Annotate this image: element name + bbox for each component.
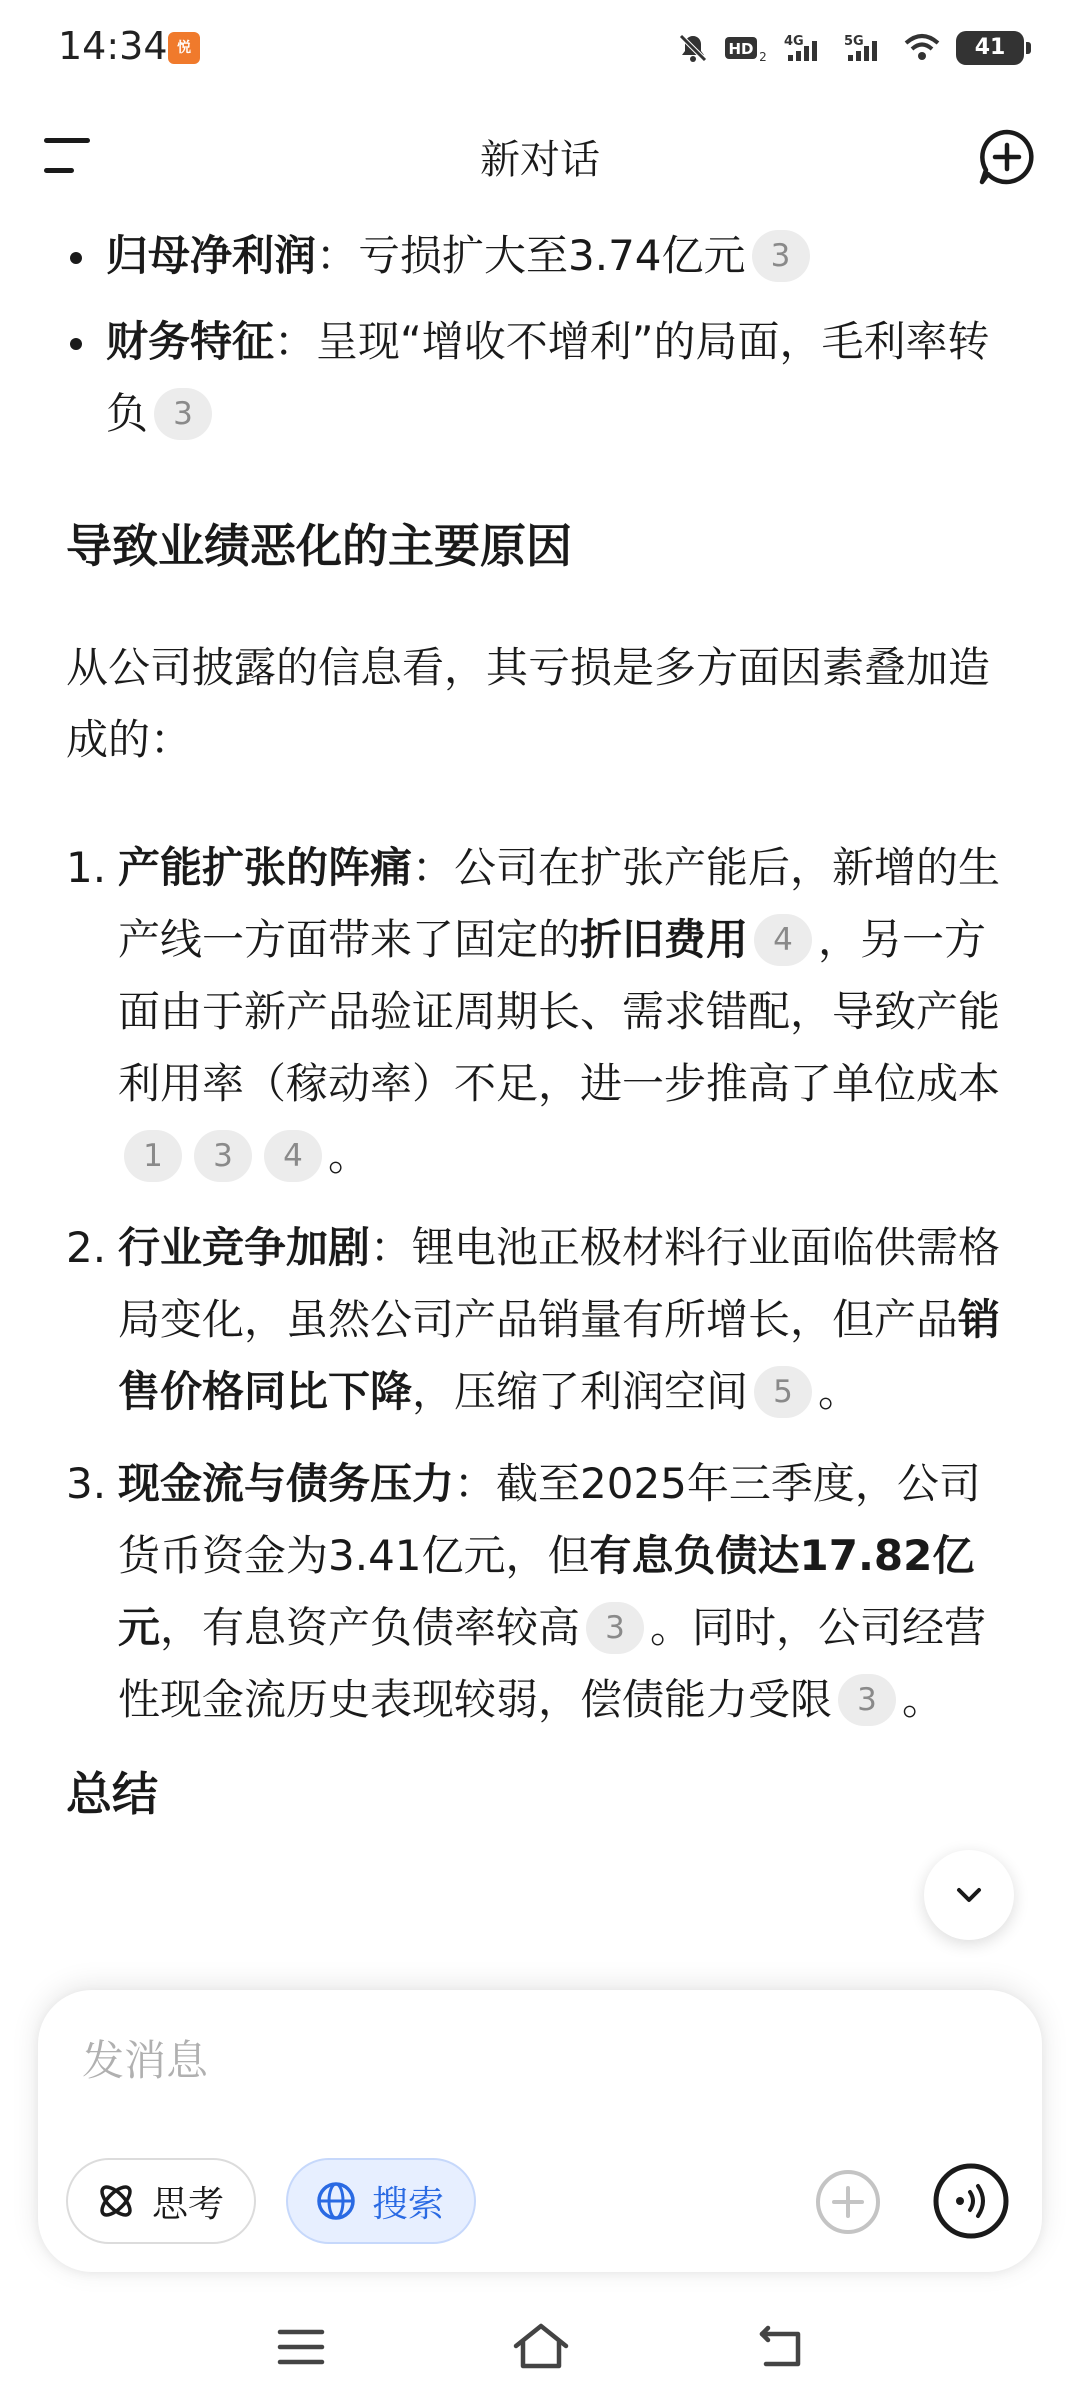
new-chat-icon[interactable] [976,126,1038,188]
signal-5g-icon [842,31,888,65]
citation-badge[interactable]: 3 [586,1602,644,1654]
page-title: 新对话 [480,137,600,183]
app-header [0,110,1080,200]
item-label: 行业竞争加剧 [118,1223,371,1272]
item-text: ，另一方面由于新产品验证周期长、需求错配，导致产能利用率（稼动率）不足，进一步推高了单位成本 [118,915,1001,1108]
citation-badge[interactable]: 4 [264,1130,322,1182]
item-label: 现金流与债务压力 [118,1459,455,1508]
think-label: 思考 [152,2183,225,2225]
item-label: 产能扩张的阵痛 [118,843,413,892]
bullet-text: ：亏损扩大至3.74亿元 [316,231,746,280]
bullet-label: 归母净利润 [106,231,317,280]
search-label: 搜索 [372,2183,445,2225]
item-number: 2. [66,1223,107,1272]
network-2-label: 5G [844,34,864,49]
citation-badge[interactable]: 5 [754,1366,812,1418]
list-item [66,220,1016,292]
nav-home-icon[interactable] [506,2312,576,2382]
svg-text:2: 2 [759,50,767,64]
item-text: ，压缩了利润空间 [412,1367,749,1416]
think-button[interactable] [66,2158,256,2244]
chat-message [66,220,1016,1990]
list-item [66,1212,1016,1428]
list-item [66,306,1016,450]
item-text: ：截至2025年三季度，公司货币资金为3.41亿元，但 [118,1459,981,1580]
status-indicators [676,28,1024,68]
list-item [66,1448,1016,1736]
item-text: ：锂电池正极材料行业面临供需格局变化，虽然公司产品销量有所增长，但产品 [118,1223,1001,1344]
voice-icon[interactable] [932,2162,1010,2240]
think-icon [94,2179,138,2223]
scroll-down-button[interactable] [924,1850,1014,1940]
citation-badge[interactable]: 3 [752,230,810,282]
item-bold: 销售价格同比下降 [118,1295,1001,1416]
section-heading: 导致业绩恶化的主要原因 [66,519,572,573]
globe-icon [314,2179,358,2223]
item-text: ：公司在扩张产能后，新增的生产线一方面带来了固定的 [118,843,1001,964]
citation-badge[interactable]: 3 [154,388,212,440]
list-item [66,832,1016,1192]
search-button[interactable] [286,2158,476,2244]
status-time: 14:34 [58,24,168,68]
hd-icon [724,31,768,65]
bullet-label: 财务特征 [106,317,275,366]
mute-icon [676,31,710,65]
intro-paragraph: 从公司披露的信息看，其亏损是多方面因素叠加造成的： [66,643,991,764]
citation-badge[interactable]: 1 [124,1130,182,1182]
wifi-icon [902,31,942,65]
item-text: 。 [328,1131,371,1180]
numbered-list [66,832,1016,1736]
status-bar [0,0,1080,100]
item-bold: 有息负债达17.82亿元 [118,1531,975,1652]
citation-badge[interactable]: 3 [838,1674,896,1726]
item-number: 1. [66,843,107,892]
citation-badge[interactable]: 4 [754,914,812,966]
app-notification-icon: 悦 [168,32,200,64]
nav-back-icon[interactable] [746,2312,816,2382]
item-text: ，有息资产负债率较高 [160,1603,581,1652]
nav-menu-icon[interactable] [266,2312,336,2382]
partial-section-heading: 总结 [66,1767,158,1821]
item-text: 。 [902,1675,945,1724]
battery-indicator: 41 [956,31,1024,65]
item-number: 3. [66,1459,107,1508]
message-input[interactable]: 发消息 [82,2036,209,2085]
message-composer [38,1990,1042,2272]
citation-badge[interactable]: 3 [194,1130,252,1182]
signal-4g-icon [782,31,828,65]
plus-icon[interactable] [814,2168,882,2236]
system-nav-bar [0,2290,1080,2404]
bullet-text: ：呈现“增收不增利”的局面，毛利率转负 [106,317,990,438]
item-bold: 折旧费用 [580,915,749,964]
hd-label: HD [728,40,754,58]
network-1-label: 4G [784,34,804,49]
item-text: 。 [818,1367,861,1416]
item-text: 。同时，公司经营性现金流历史表现较弱，偿债能力受限 [118,1603,987,1724]
chevron-down-icon [949,1875,989,1915]
